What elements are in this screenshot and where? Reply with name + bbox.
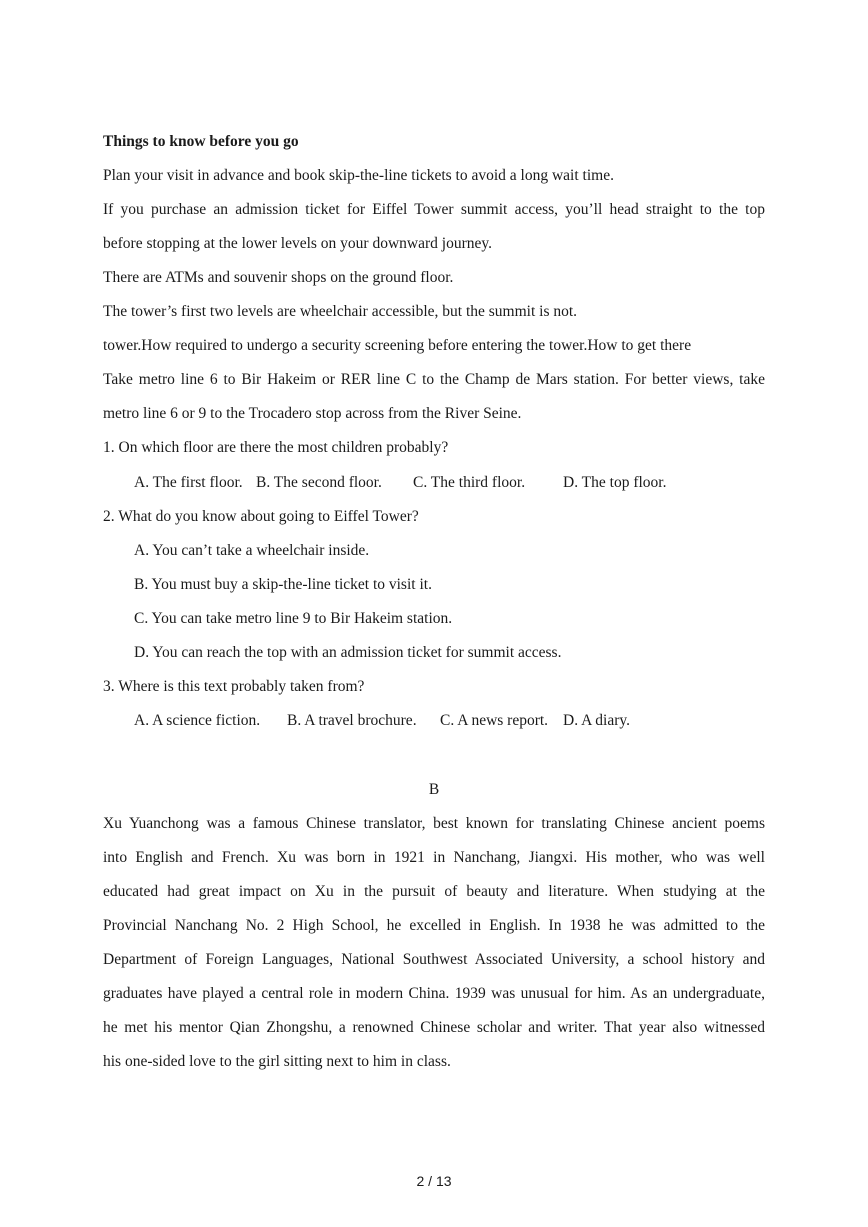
answer-option: C. You can take metro line 9 to Bir Hakeim station. (134, 610, 453, 627)
answer-option: B. The second floor. (256, 474, 382, 491)
page-number: 2 / 13 (416, 1173, 452, 1189)
section-label: B (428, 781, 440, 798)
paragraph-line: Department of Foreign Languages, National Southwest Associated University, a school history and (103, 951, 765, 968)
paragraph-line: his one-sided love to the girl sitting next to him in class. (103, 1053, 451, 1070)
answer-option: D. You can reach the top with an admission ticket for summit access. (134, 644, 562, 661)
paragraph-line: educated had great impact on Xu in the pursuit of beauty and literature. When studying at the (103, 883, 765, 900)
question-stem: 2. What do you know about going to Eiffel Tower? (103, 508, 419, 525)
paragraph-line: he met his mentor Qian Zhongshu, a renowned Chinese scholar and writer. That year also witnessed (103, 1019, 765, 1036)
paragraph-line: Take metro line 6 to Bir Hakeim or RER line C to the Champ de Mars station. For better views, take (103, 371, 765, 388)
answer-option: B. You must buy a skip-the-line ticket to visit it. (134, 576, 432, 593)
answer-option: D. The top floor. (563, 474, 667, 491)
paragraph-line: into English and French. Xu was born in 1921 in Nanchang, Jiangxi. His mother, who was well (103, 849, 765, 866)
section-heading: Things to know before you go (103, 133, 299, 150)
question-stem: 1. On which floor are there the most children probably? (103, 439, 449, 456)
paragraph-line: There are ATMs and souvenir shops on the ground floor. (103, 269, 454, 286)
paragraph-line: tower.How required to undergo a security screening before entering the tower.How to get there (103, 337, 692, 354)
answer-option: D. A diary. (563, 712, 631, 729)
paragraph-line: metro line 6 or 9 to the Trocadero stop across from the River Seine. (103, 405, 522, 422)
paragraph-line: If you purchase an admission ticket for Eiffel Tower summit access, you’ll head straight to the top (103, 201, 765, 218)
paragraph-line: Xu Yuanchong was a famous Chinese translator, best known for translating Chinese ancient poems (103, 815, 765, 832)
paragraph-line: Plan your visit in advance and book skip-the-line tickets to avoid a long wait time. (103, 167, 614, 184)
answer-option: C. A news report. (440, 712, 549, 729)
answer-option: A. You can’t take a wheelchair inside. (134, 542, 370, 559)
answer-option: B. A travel brochure. (287, 712, 417, 729)
paragraph-line: The tower’s first two levels are wheelchair accessible, but the summit is not. (103, 303, 578, 320)
paragraph-line: Provincial Nanchang No. 2 High School, he excelled in English. In 1938 he was admitted to the (103, 917, 765, 934)
question-stem: 3. Where is this text probably taken from? (103, 678, 365, 695)
answer-option: A. The first floor. (134, 474, 243, 491)
answer-option: A. A science fiction. (134, 712, 261, 729)
answer-option: C. The third floor. (413, 474, 526, 491)
paragraph-line: graduates have played a central role in modern China. 1939 was unusual for him. As an undergraduate, (103, 985, 765, 1002)
paragraph-line: before stopping at the lower levels on your downward journey. (103, 235, 492, 252)
